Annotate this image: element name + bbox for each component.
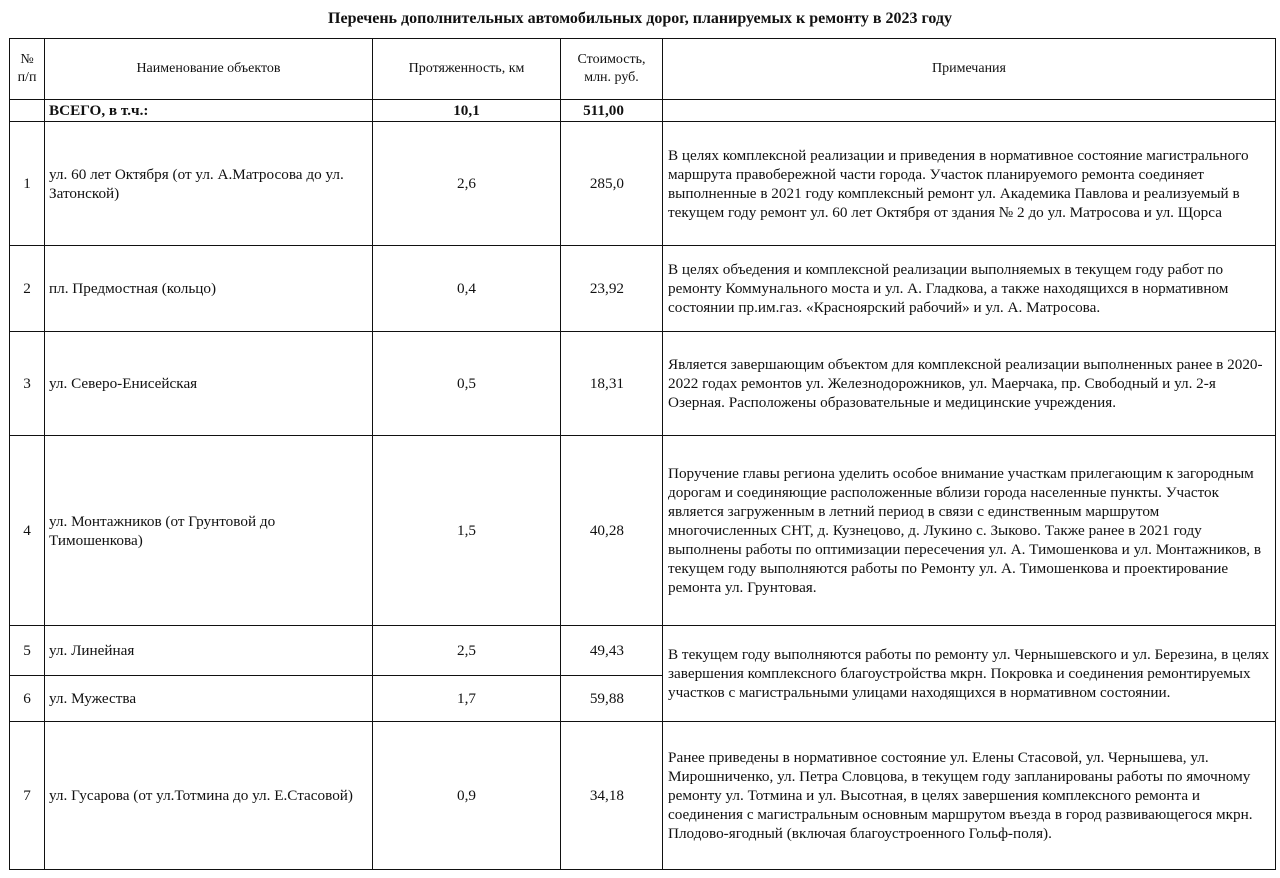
total-note — [663, 100, 1276, 122]
total-length: 10,1 — [373, 100, 561, 122]
table-row — [10, 332, 1276, 436]
row-num: 4 — [10, 436, 45, 626]
row-length: 0,4 — [373, 246, 561, 332]
row-cost: 18,31 — [561, 332, 663, 436]
row-cost: 49,43 — [561, 626, 663, 676]
row-length: 2,5 — [373, 626, 561, 676]
row-cost: 34,18 — [561, 722, 663, 870]
row-length: 0,5 — [373, 332, 561, 436]
row-name: ул. 60 лет Октября (от ул. А.Матросова до ул. Затонской) — [45, 122, 373, 246]
total-row — [10, 100, 1276, 122]
header-num: № п/п — [10, 39, 45, 100]
row-name: ул. Мужества — [45, 676, 373, 722]
row-note: В текущем году выполняются работы по ремонту ул. Чернышевского и ул. Березина, в целях завершения комплексного благоустройства мкрн. Покровка и соединения ремонтируемых участков с магистральными улицами находящихся в нормативном состоянии. — [663, 626, 1276, 722]
header-row — [10, 39, 1276, 100]
total-cost: 511,00 — [561, 100, 663, 122]
row-length: 1,5 — [373, 436, 561, 626]
row-name: ул. Монтажников (от Грунтовой до Тимошенкова) — [45, 436, 373, 626]
row-length: 1,7 — [373, 676, 561, 722]
row-note: Является завершающим объектом для комплексной реализации выполненных ранее в 2020-2022 годах ремонтов ул. Железнодорожников, ул. Маерчака, пр. Свободный и ул. 2-я Озерная. Расположены образовательные и медицинские учреждения. — [663, 332, 1276, 436]
header-note: Примечания — [663, 39, 1276, 100]
row-note: В целях комплексной реализации и приведения в нормативное состояние магистрального маршрута правобережной части города. Участок планируемого ремонта соединяет выполненные в 2021 году комплексный ремонт ул. Академика Павлова и реализуемый в текущем году ремонт ул. 60 лет Октября от здания № 2 до ул. Матросова и ул. Щорса — [663, 122, 1276, 246]
row-num: 6 — [10, 676, 45, 722]
row-note: Ранее приведены в нормативное состояние ул. Елены Стасовой, ул. Чернышева, ул. Мирошниченко, ул. Петра Словцова, в текущем году запланированы работы по ямочному ремонту ул. Тотмина и ул. Высотная, в целях завершения комплексного ремонта и соединения с магистральным основным маршрутом въезда в город развивающегося мкрн. Плодово-ягодный (включая благоустроенного Гольф-поля). — [663, 722, 1276, 870]
row-note: В целях объедения и комплексной реализации выполняемых в текущем году работ по ремонту Коммунального моста и ул. А. Гладкова, а также находящихся в нормативном состоянии пр.им.газ. «Красноярский рабочий» и ул. А. Матросова. — [663, 246, 1276, 332]
header-length: Протяженность, км — [373, 39, 561, 100]
total-label: ВСЕГО, в т.ч.: — [45, 100, 373, 122]
row-num: 1 — [10, 122, 45, 246]
row-length: 2,6 — [373, 122, 561, 246]
row-cost: 285,0 — [561, 122, 663, 246]
total-num — [10, 100, 45, 122]
row-note: Поручение главы региона уделить особое внимание участкам прилегающим к загородным дорогам и соединяющие расположенные вблизи города населенные пункты. Участок является загруженным в летний период в связи с единственным маршрутом многочисленных СНТ, д. Кузнецово, д. Лукино с. Зыково. Также ранее в 2021 году выполнены работы по оптимизации пересечения ул. А. Тимошенкова и ул. Монтажников, в текущем году выполняются работы по Ремонту ул. А. Тимошенкова и проектирование ремонта ул. Грунтовая. — [663, 436, 1276, 626]
roads-table — [9, 38, 1276, 870]
row-cost: 59,88 — [561, 676, 663, 722]
row-cost: 23,92 — [561, 246, 663, 332]
row-num: 3 — [10, 332, 45, 436]
row-name: ул. Линейная — [45, 626, 373, 676]
row-cost: 40,28 — [561, 436, 663, 626]
header-cost: Стоимость, млн. руб. — [561, 39, 663, 100]
row-num: 5 — [10, 626, 45, 676]
document-title: Перечень дополнительных автомобильных дорог, планируемых к ремонту в 2023 году — [328, 10, 952, 27]
row-length: 0,9 — [373, 722, 561, 870]
row-name: ул. Гусарова (от ул.Тотмина до ул. Е.Стасовой) — [45, 722, 373, 870]
row-name: пл. Предмостная (кольцо) — [45, 246, 373, 332]
row-name: ул. Северо-Енисейская — [45, 332, 373, 436]
row-num: 7 — [10, 722, 45, 870]
row-num: 2 — [10, 246, 45, 332]
table-row — [10, 436, 1276, 626]
header-name: Наименование объектов — [45, 39, 373, 100]
table-row — [10, 246, 1276, 332]
table-row — [10, 722, 1276, 870]
table-row — [10, 626, 1276, 676]
table-row — [10, 122, 1276, 246]
